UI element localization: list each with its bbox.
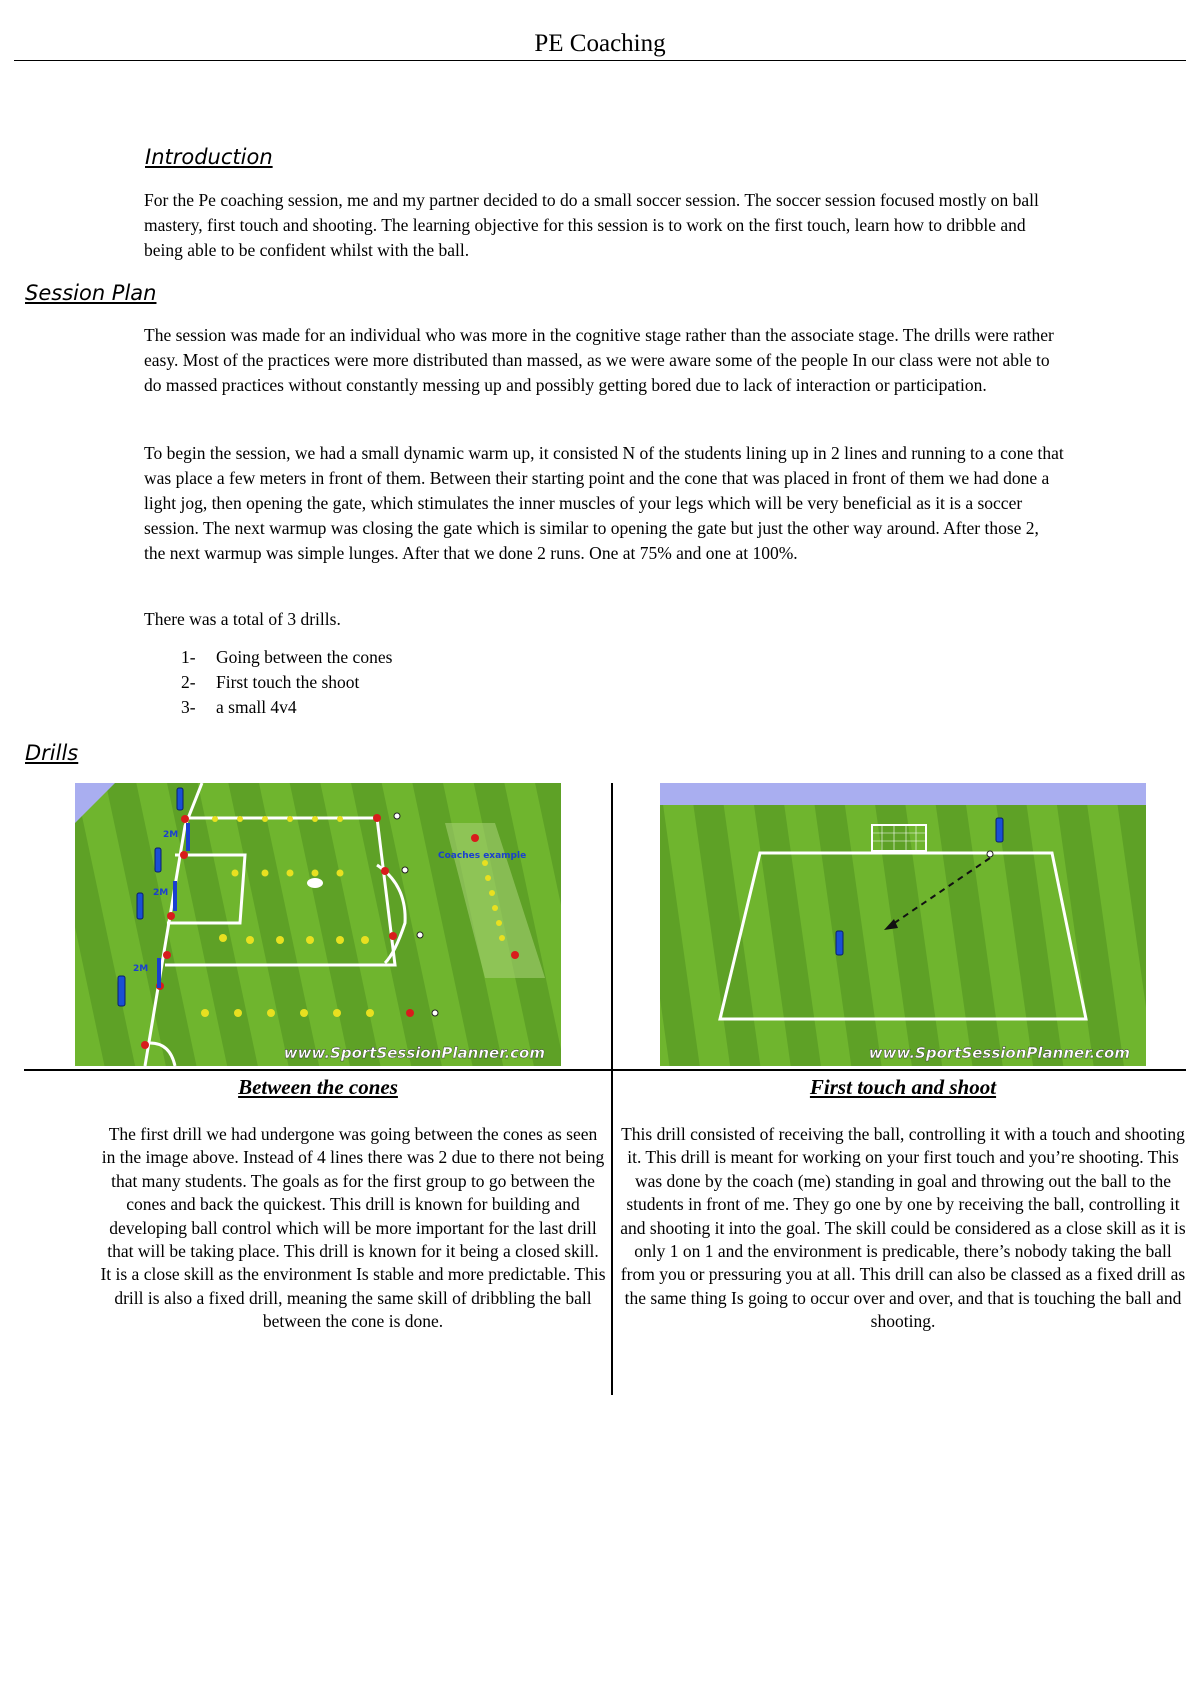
session-plan-paragraph-2: To begin the session, we had a small dynamic warm up, it consisted N of the students lining up in 2 lines and running to a cone that was place a few meters in front of them. Between their starting point and the cone that was placed in front of them we had done a light jog, then opening the gate, which stimulates the inner muscles of your legs which will be very beneficial as it is a soccer session. The next warmup was closing the gate which is similar to opening the gate but just the other way around. After those 2, the next warmup was simple lunges. After that we done 2 runs. One at 75% and one at 100%.	[144, 443, 1064, 563]
first-touch-field	[660, 783, 1146, 1066]
watermark: www.SportSessionPlanner.com	[283, 1044, 545, 1062]
coaches-example-label: Coaches example	[438, 851, 527, 861]
list-item-text: First touch the shoot	[216, 672, 360, 692]
drill-title-first-touch-and-shoot: First touch and shoot	[809, 1075, 997, 1099]
between-the-cones-diagram	[75, 783, 561, 1066]
distance-label: 2M	[163, 830, 179, 840]
distance-label: 2M	[133, 964, 149, 974]
page-header	[14, 28, 1186, 61]
list-item-number: 1-	[181, 647, 196, 667]
introduction-text: For the Pe coaching session, me and my partner decided to do a small soccer session. The soccer session focused mostly on ball mastery, first touch and shooting. The learning objective for this session is to work on the first touch, learn how to dribble and being able to be confident whilst with the ball.	[144, 190, 1039, 260]
page-title: PE Coaching	[534, 30, 666, 57]
list-item	[181, 695, 392, 720]
introduction-heading: Introduction	[145, 145, 273, 169]
session-plan-paragraph-3: There was a total of 3 drills.	[144, 609, 341, 629]
drill-text-between-the-cones: The first drill we had undergone was going between the cones as seen in the image above. Instead of 4 lines there was 2 due to there not being that many students. The goals as for the first group to go between the cones and back the quickest. This drill is known for building and developing ball control which will be more important for the last drill that will be taking place. This drill is known for it being a closed skill. It is a close skill as the environment Is stable and more predictable. This drill is also a fixed drill, meaning the same skill of dribbling the ball between the cone is done.	[100, 1124, 606, 1332]
list-item-text: Going between the cones	[216, 647, 393, 667]
table-divider-horizontal	[24, 1069, 1186, 1071]
between-the-cones-field	[75, 783, 561, 1066]
table-divider-vertical	[611, 783, 613, 1395]
list-item-number: 2-	[181, 672, 196, 692]
list-item-number: 3-	[181, 697, 196, 717]
drills-heading: Drills	[25, 741, 79, 765]
drill-title-between-the-cones: Between the cones	[238, 1075, 398, 1099]
watermark: www.SportSessionPlanner.com	[868, 1044, 1130, 1062]
list-item-text: a small 4v4	[216, 697, 297, 717]
first-touch-and-shoot-diagram	[660, 783, 1146, 1066]
drill-list	[181, 645, 392, 720]
list-item	[181, 670, 392, 695]
drill-text-first-touch-and-shoot: This drill consisted of receiving the ball, controlling it with a touch and shooting it. This drill is meant for working on your first touch and you’re shooting. This was done by the coach (me) standing in goal and throwing out the ball to the students in front of me. They go one by one by receiving the ball, controlling it and shooting it into the goal. The skill could be considered as a close skill as it is only 1 on 1 and the environment is predicable, there’s nobody taking the ball from you or pressuring you at all. This drill can also be classed as a fixed drill as the same thing Is going to occur over and over, and that is touching the ball and shooting.	[620, 1124, 1186, 1332]
distance-label: 2M	[153, 888, 169, 898]
list-item	[181, 645, 392, 670]
session-plan-heading: Session Plan	[25, 281, 157, 305]
session-plan-paragraph-1: The session was made for an individual who was more in the cognitive stage rather than the associate stage. The drills were rather easy. Most of the practices were more distributed than massed, as we were aware some of the people In our class were not able to do massed practices without constantly messing up and possibly getting bored due to lack of interaction or participation.	[144, 325, 1054, 395]
